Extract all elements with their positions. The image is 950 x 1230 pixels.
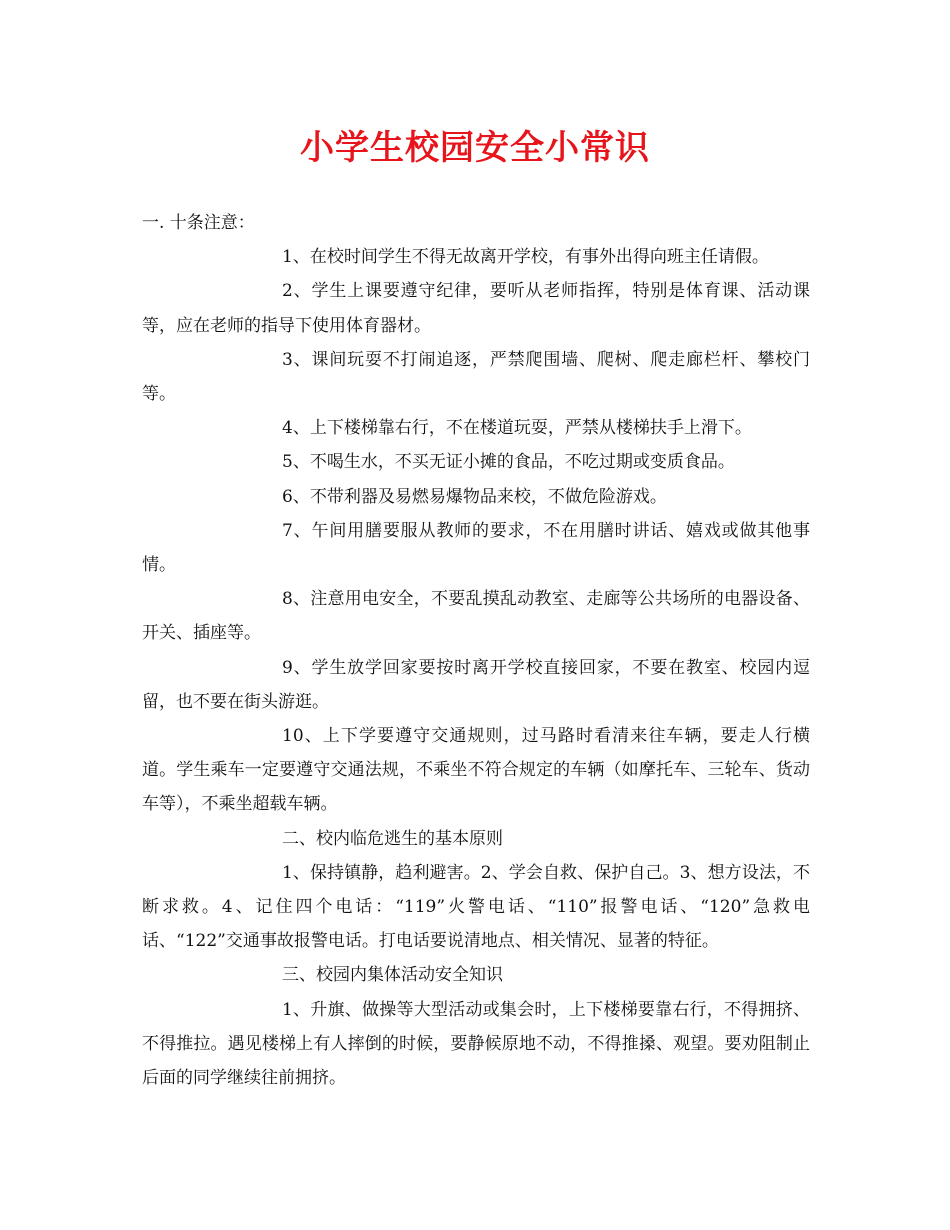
section-heading-3: 三、校园内集体活动安全知识	[282, 965, 503, 986]
escape-principles: 1、保持镇静，趋利避害。2、学会自救、保护自己。3、想方设法，不断求救。4、记住四个电话：“119”火警电话、“110”报警电话、“120”急救电话、“122”交通事故报警电话。打电话要说清地点、相关情况、显著的特征。	[142, 862, 810, 952]
rule-item-10: 10、上下学要遵守交通规则，过马路时看清来往车辆，要走人行横道。学生乘车一定要遵守交通法规，不乘坐不符合规定的车辆（如摩托车、三轮车、货动车等），不乘坐超载车辆。	[142, 726, 810, 815]
rule-item-8: 8、注意用电安全，不要乱摸乱动教室、走廊等公共场所的电器设备、开关、插座等。	[142, 589, 810, 644]
document-title: 小学生校园安全小常识	[300, 128, 650, 168]
group-activity-rule-1: 1、升旗、做操等大型活动或集会时，上下楼梯要靠右行，不得拥挤、不得推拉。遇见楼梯上有人摔倒的时候，要静候原地不动，不得推搡、观望。要劝阻制止后面的同学继续往前拥挤。	[142, 999, 810, 1089]
rule-item-9: 9、学生放学回家要按时离开学校直接回家，不要在教室、校园内逗留，也不要在街头游逛。	[142, 657, 810, 712]
document-body	[142, 206, 810, 1095]
rule-item-7: 7、午间用膳要服从教师的要求，不在用膳时讲话、嬉戏或做其他事情。	[142, 520, 810, 576]
rule-item-6: 6、不带利器及易燃易爆物品来校，不做危险游戏。	[282, 486, 667, 507]
rule-item-1: 1、在校时间学生不得无故离开学校，有事外出得向班主任请假。	[282, 247, 769, 268]
rule-item-3: 3、课间玩耍不打闹追逐，严禁爬围墙、爬树、爬走廊栏杆、攀校门等。	[142, 349, 810, 405]
rule-item-4: 4、上下楼梯靠右行，不在楼道玩耍，严禁从楼梯扶手上滑下。	[282, 418, 752, 439]
section-heading-2: 二、校内临危逃生的基本原则	[282, 828, 503, 849]
rule-item-2: 2、学生上课要遵守纪律，要听从老师指挥，特别是体育课、活动课等，应在老师的指导下使用体育器材。	[142, 281, 810, 336]
rule-item-5: 5、不喝生水，不买无证小摊的食品，不吃过期或变质食品。	[282, 452, 735, 473]
section-heading-1: 一. 十条注意：	[142, 213, 255, 233]
